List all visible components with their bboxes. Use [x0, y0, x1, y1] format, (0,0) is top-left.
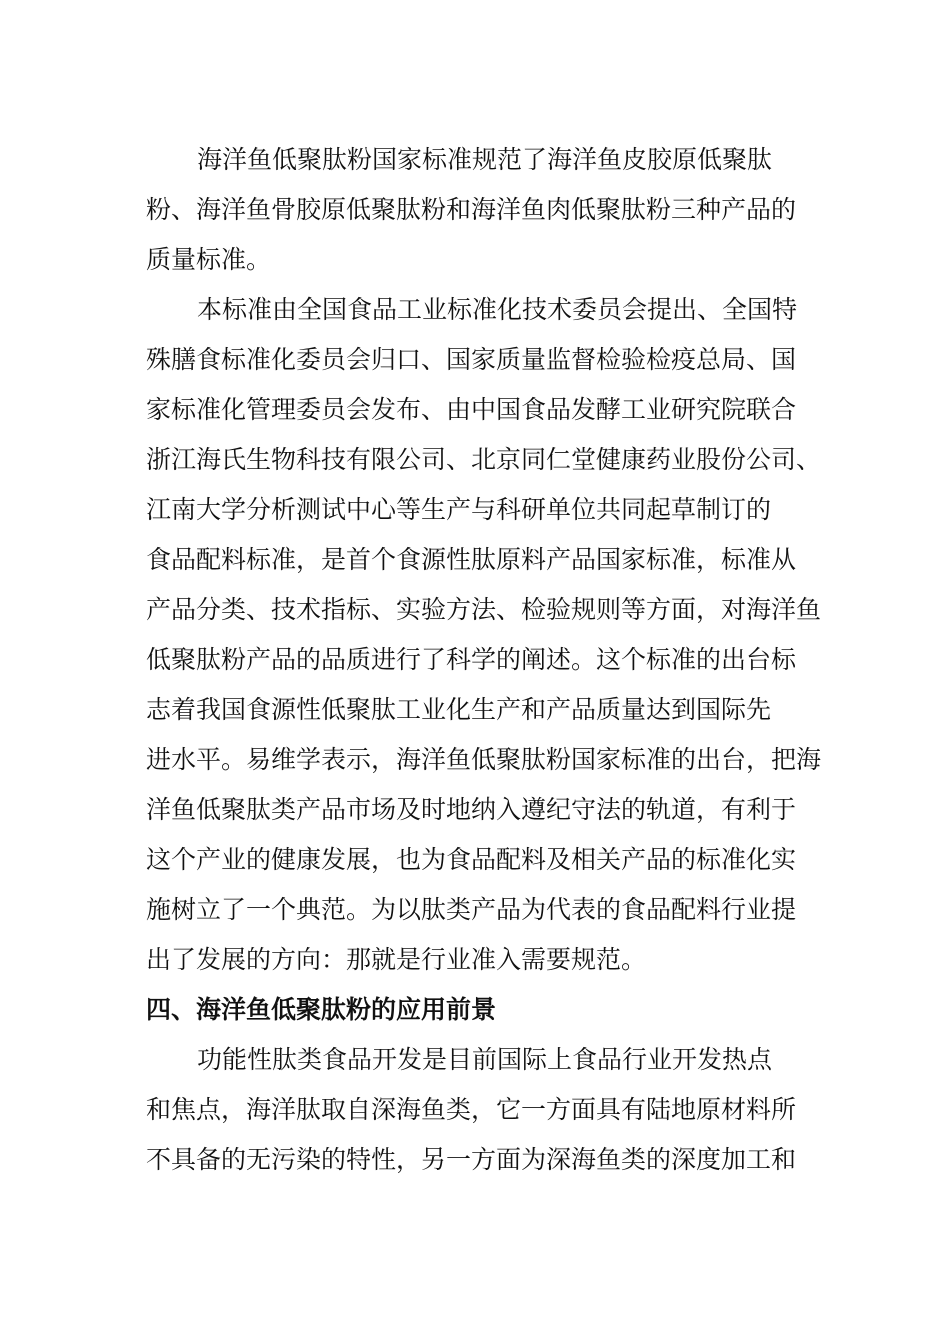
text-line: 江南大学分析测试中心等生产与科研单位共同起草制订的 — [146, 495, 772, 524]
text-line: 粉、海洋鱼骨胶原低聚肽粉和海洋鱼肉低聚肽粉三种产品的 — [146, 195, 797, 224]
text-line: 产品分类、技术指标、实验方法、检验规则等方面，对海洋鱼 — [146, 595, 822, 624]
text-line: 食品配料标准，是首个食源性肽原料产品国家标准，标准从 — [146, 545, 797, 574]
text-line: 这个产业的健康发展，也为食品配料及相关产品的标准化实 — [146, 845, 797, 874]
text-line: 志着我国食源性低聚肽工业化生产和产品质量达到国际先 — [146, 695, 772, 724]
text-line: 出了发展的方向：那就是行业准入需要规范。 — [146, 945, 647, 974]
text-line: 浙江海氏生物科技有限公司、北京同仁堂健康药业股份公司、 — [146, 445, 822, 474]
text-line: 施树立了一个典范。为以肽类产品为代表的食品配料行业提 — [146, 895, 797, 924]
text-line: 殊膳食标准化委员会归口、国家质量监督检验检疫总局、国 — [146, 345, 797, 374]
text-line: 海洋鱼低聚肽粉国家标准规范了海洋鱼皮胶原低聚肽 — [197, 145, 773, 174]
text-line: 家标准化管理委员会发布、由中国食品发酵工业研究院联合 — [146, 395, 797, 424]
text-line: 进水平。易维学表示，海洋鱼低聚肽粉国家标准的出台，把海 — [146, 745, 822, 774]
text-line: 低聚肽粉产品的品质进行了科学的阐述。这个标准的出台标 — [146, 645, 797, 674]
text-line: 洋鱼低聚肽类产品市场及时地纳入遵纪守法的轨道，有利于 — [146, 795, 797, 824]
text-line: 质量标准。 — [146, 245, 272, 274]
text-line: 本标准由全国食品工业标准化技术委员会提出、全国特 — [197, 295, 798, 324]
text-line: 不具备的无污染的特性，另一方面为深海鱼类的深度加工和 — [146, 1145, 797, 1174]
section-heading: 四、海洋鱼低聚肽粉的应用前景 — [146, 995, 497, 1024]
text-line: 和焦点，海洋肽取自深海鱼类，它一方面具有陆地原材料所 — [146, 1095, 797, 1124]
text-line: 功能性肽类食品开发是目前国际上食品行业开发热点 — [197, 1045, 773, 1074]
